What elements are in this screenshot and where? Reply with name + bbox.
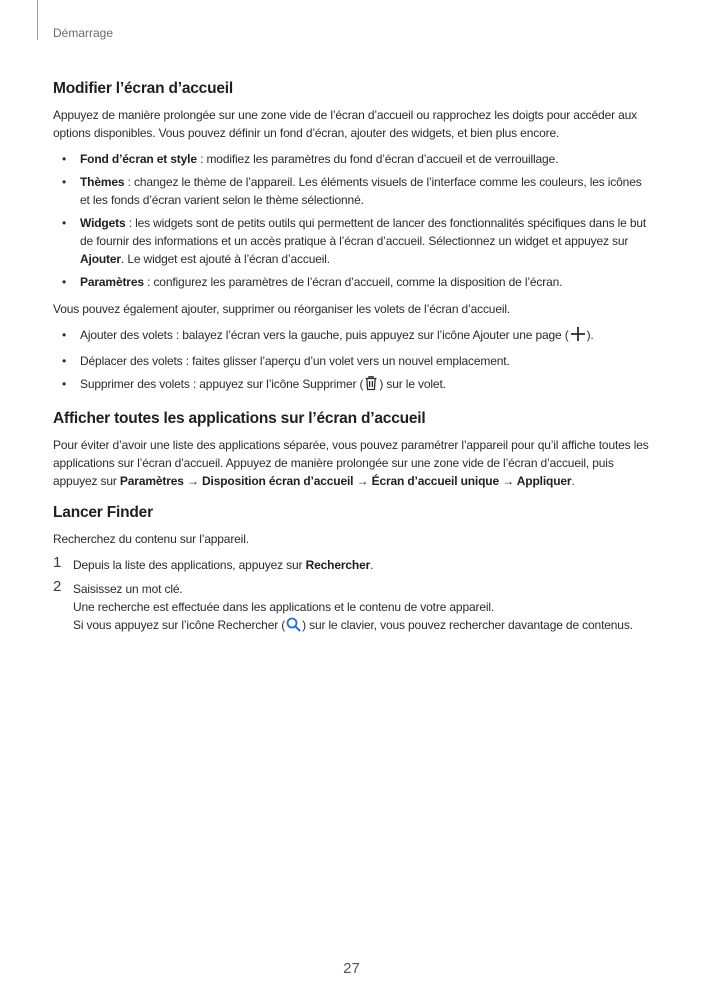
section-modifier-ecran (53, 80, 653, 396)
section-afficher-applications (53, 410, 653, 490)
list-item: • Déplacer des volets : faites glisser l’aperçu d’un volet vers un nouvel emplacement. (62, 354, 510, 368)
list-item: • Ajouter des volets : balayez l’écran vers la gauche, puis appuyez sur l’icône Ajouter une page ( ). (53, 326, 653, 347)
section-title: Lancer Finder (53, 504, 153, 521)
paragraph: Vous pouvez également ajouter, supprimer ou réorganiser les volets de l’écran d’accueil. (53, 302, 511, 316)
step-number: 1 (53, 554, 62, 571)
term: Fond d’écran et style (80, 152, 197, 166)
step-number: 2 (53, 578, 62, 595)
section-lancer-finder (53, 504, 653, 637)
paragraph: Recherchez du contenu sur l’appareil. (53, 532, 249, 546)
list-item: • Paramètres : configurez les paramètres de l’écran d’accueil, comme la disposition de l’écran. (62, 275, 563, 289)
page-margin-rule (37, 0, 38, 40)
paragraph: Pour éviter d’avoir une liste des applications séparée, vous pouvez paramétrer l’appareil pour qu’il affiche toutes les applications sur l’écran d’accueil. Appuyez de manière prolongée sur une zone vide de l’écran d’accueil, puis appuyez sur Paramètres → Disposition écran d’accueil → Écran d’accueil unique → Appliquer. (53, 438, 649, 488)
list-item: • Supprimer des volets : appuyez sur l’icône Supprimer ( ) sur le volet. (53, 375, 653, 396)
page-number: 27 (343, 960, 360, 977)
list-item: • Thèmes : changez le thème de l’appareil. Les éléments visuels de l’interface comme les couleurs, les icônes et les fonds d’écran varient selon le thème sélectionné. (62, 175, 642, 207)
step-item: 2 Saisissez un mot clé. Une recherche est effectuée dans les applications et le contenu de votre appareil. Si vous appuyez sur l’icône Rechercher ( ) sur le clavier, vous pouvez rechercher davantage de contenus. (53, 580, 653, 637)
section-title: Afficher toutes les applications sur l’écran d’accueil (53, 410, 426, 427)
list-item: • Widgets : les widgets sont de petits outils qui permettent de lancer des fonctionnalités spécifiques dans le but de fournir des informations et un accès pratique à l’écran d’accueil. Sélectionnez un widget et appuyez sur Ajouter. Le widget est ajouté à l’écran d’accueil. (62, 216, 647, 266)
term: Thèmes (80, 175, 125, 189)
running-header: Démarrage (53, 26, 114, 40)
page-content (53, 80, 653, 651)
term: Ajouter (80, 252, 121, 266)
add-page-icon (570, 326, 586, 347)
search-icon (286, 617, 301, 637)
paragraph: Appuyez de manière prolongée sur une zone vide de l’écran d’accueil ou rapprochez les doigts pour accéder aux options disponibles. Vous pouvez définir un fond d’écran, ajouter des widgets, et bien plus encore. (53, 108, 638, 140)
step-list (53, 556, 653, 637)
section-title: Modifier l’écran d’accueil (53, 80, 233, 97)
step-item: 1 Depuis la liste des applications, appuyez sur Rechercher. (53, 554, 374, 572)
trash-icon (364, 375, 378, 396)
bullet-list (53, 326, 653, 396)
term: Paramètres (80, 275, 144, 289)
bullet-list (53, 150, 653, 291)
term: Widgets (80, 216, 126, 230)
list-item: • Fond d’écran et style : modifiez les paramètres du fond d’écran d’accueil et de verrouillage. (62, 152, 559, 166)
